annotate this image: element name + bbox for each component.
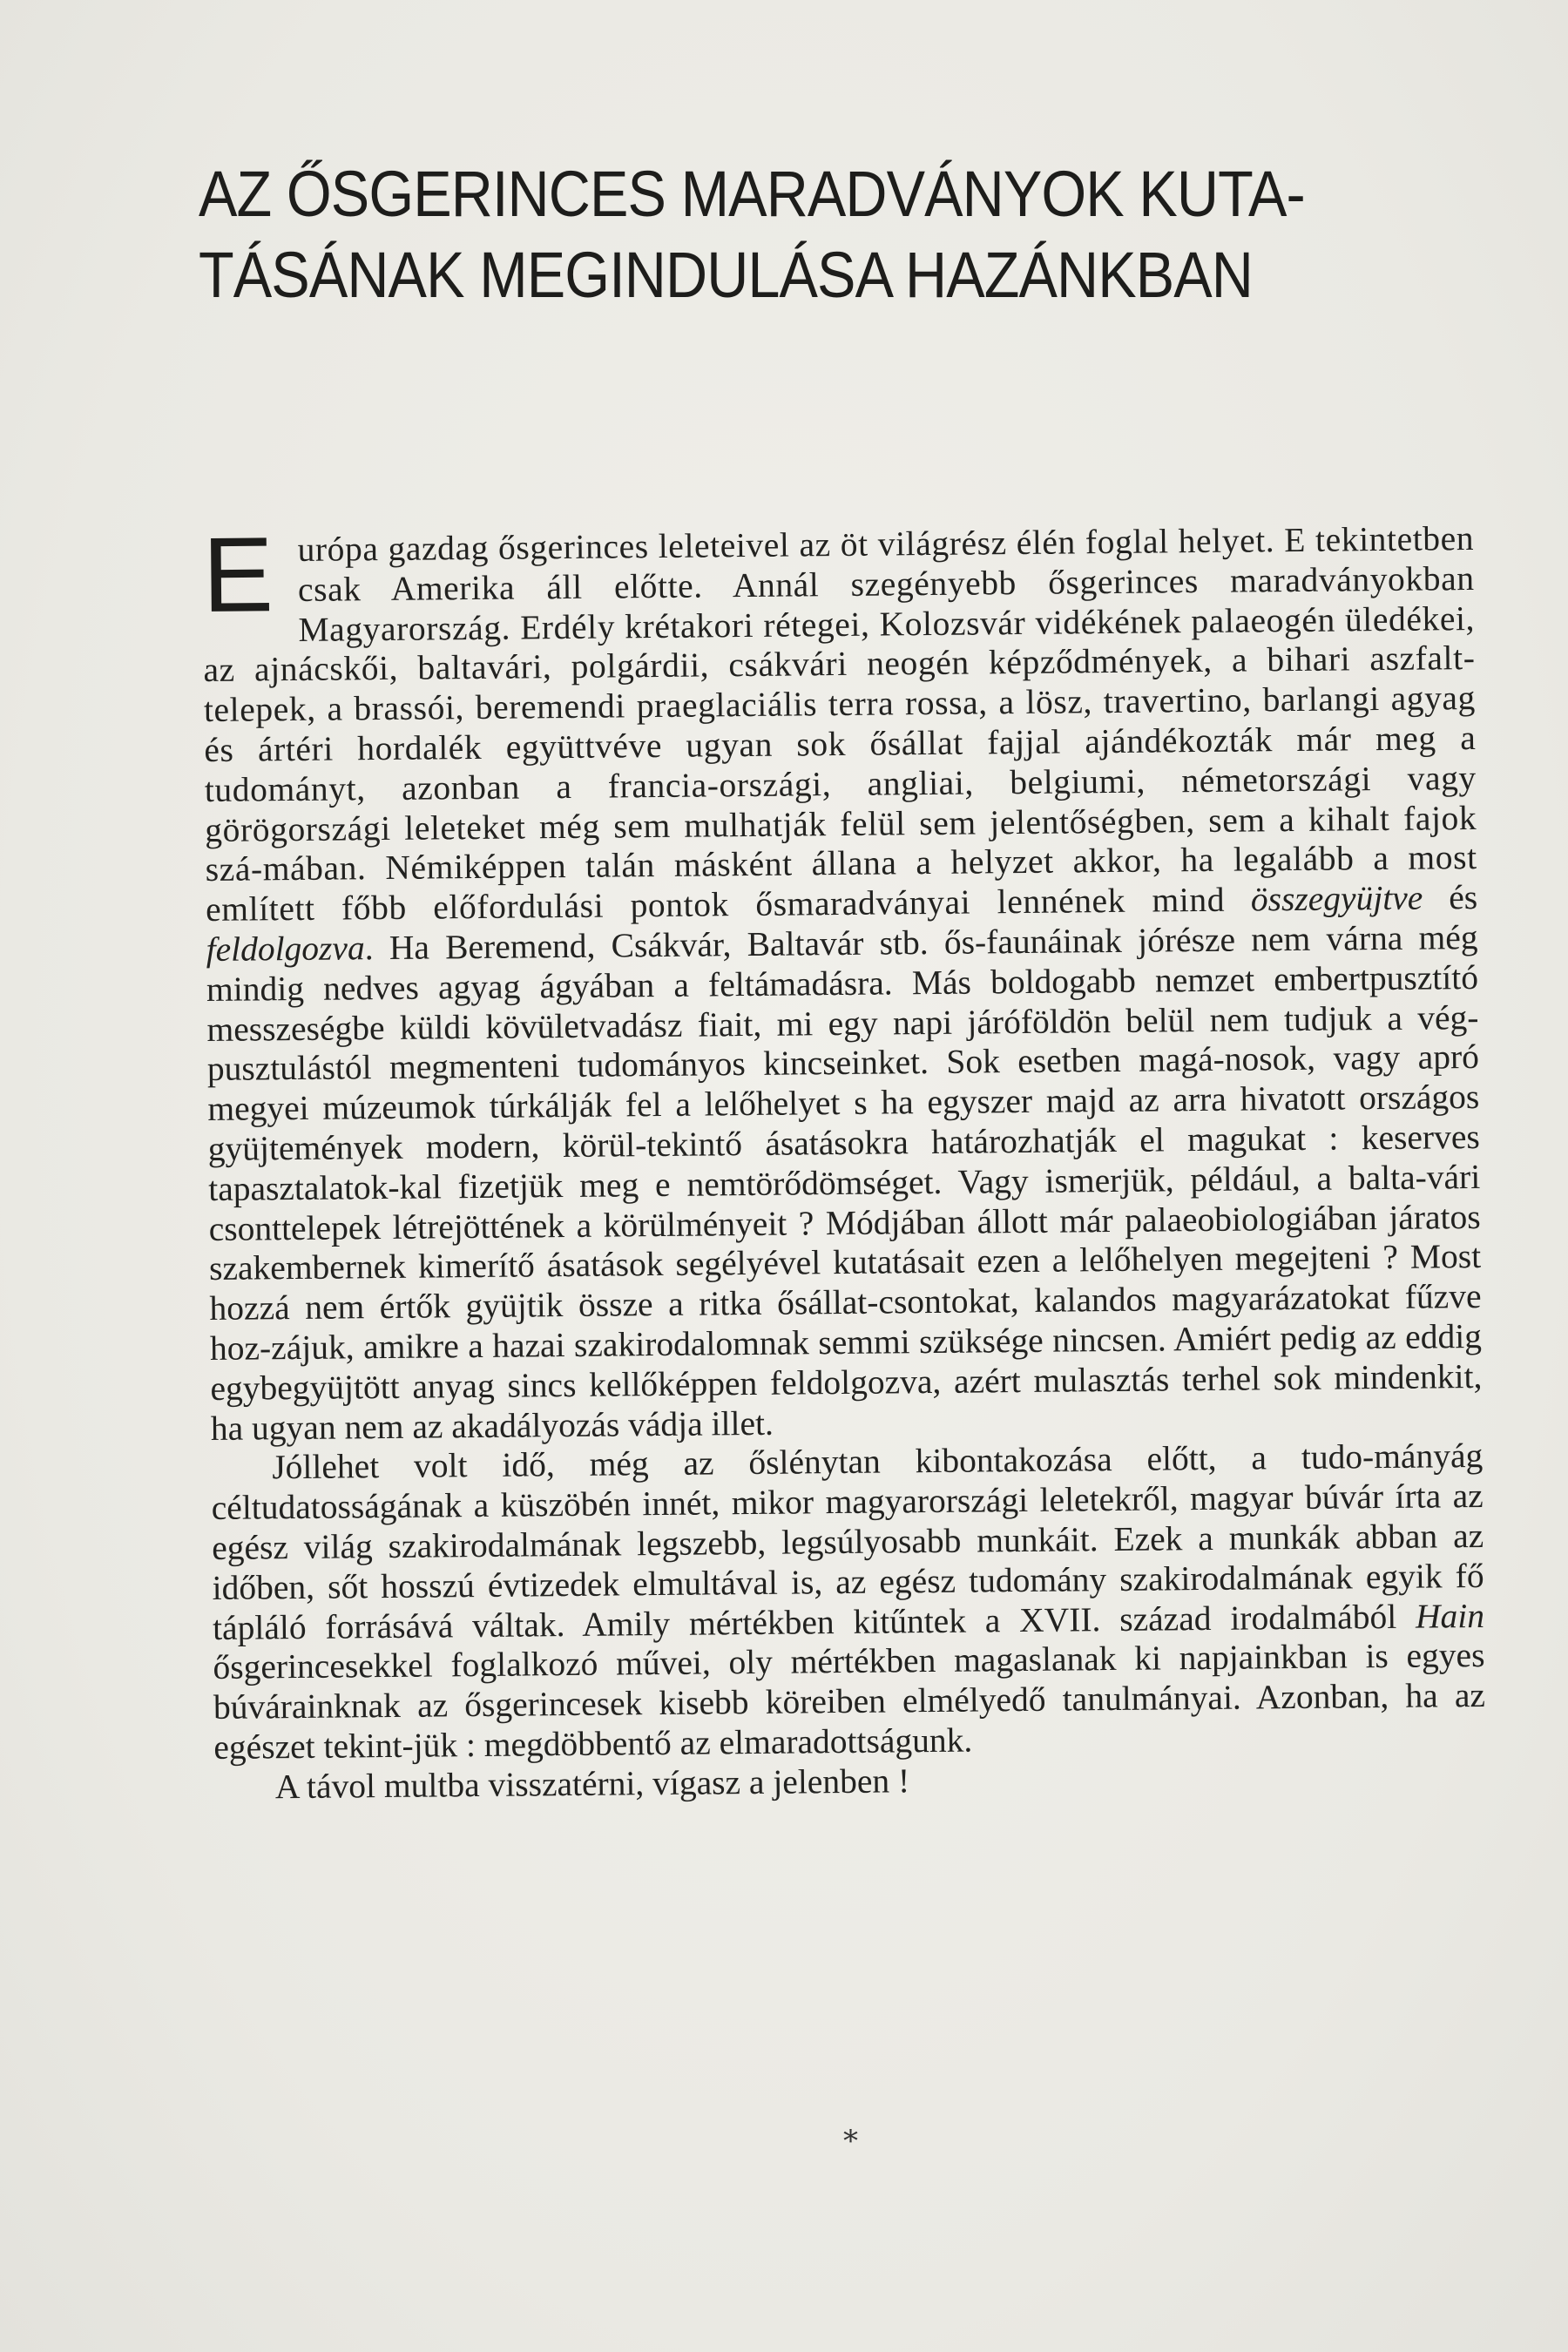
paragraph-2 [211,1436,1485,1767]
drop-cap: E [201,515,274,634]
paragraph-2-start: Jóllehet volt idő, még az őslénytan kibontakozása előtt, a tudo-mányág céltudatosságának a küszöbén innét, mikor magyarországi leletekről, magyar búvár írta az egész világ szakirodalmának legszebb, legsúlyosabb munkáit. Ezek a munkák abban az időben, sőt hosszú évtizedek elmultával is, az egész tudomány szakirodalmának egyik fő tápláló forrásává váltak. Amily mértékben kitűntek a XVII. század irodalmából [211,1436,1484,1647]
section-asterisk: * [843,2124,858,2159]
title-line-2: TÁSÁNAK MEGINDULÁSA HAZÁNKBAN [199,239,1254,311]
paragraph-3: A távol multba visszatérni, vígasz a jelenben ! [274,1761,910,1806]
paragraph-1-and: és [1448,878,1478,917]
italic-name-hain: Hain [1415,1596,1485,1636]
paragraph-1-rest: . Ha Beremend, Csákvár, Baltavár stb. ős-faunáinak jórésze nem várna még mindig nedves agyag ágyában a feltámadásra. Más boldogabb nemzet embertpusztító messzeségbe küldi kövületvadász fiait, mi egy napi járóföldön belül nem tudjuk a vég-pusztulástól megmenteni tudományos kincseinket. Sok esetben magá-nosok, vagy apró megyei múzeumok túrkálják fel a lelőhelyet s ha egyszer majd az arra hivatott országos gyüjtemények modern, körül-tekintő ásatásokra határozhatják el magukat : keserves tapasztalatok-kal fizetjük meg e nemtörődömséget. Vagy ismerjük, például, a balta-vári csonttelepek létrejöttének a körülményeit ? Módjában állott már palaeobiologiában járatos szakembernek kimerítő ásatások segélyével kutatásait ezen a lelőhelyen megejteni ? Most hozzá nem értők gyüjtik össze a ritka ősállat-csontokat, kalandos magyarázatokat fűzve hoz-zájuk, amikre a hazai szakirodalomnak semmi szüksége nincsen. Amiért pedig az eddig egybegyüjtött anyag sincs kellőképpen feldolgozva, azért mulasztás terhel sok mindenkit, ha ugyan nem az akadályozás vádja illet. [206,917,1483,1448]
article-title [199,153,1312,315]
paragraph-1 [201,515,1483,1449]
italic-term-feldolgozva: feldolgozva [206,929,365,969]
title-line-1: AZ ŐSGERINCES MARADVÁNYOK KUTA- [199,158,1305,230]
paragraph-1-start: urópa gazdag ősgerinces leleteivel az öt világrész élén foglal helyet. E tekintetben csak Amerika áll előtte. Annál szegényebb ősgerinces maradványokban Magyarország. Erdély krétakori rétegei, Kolozsvár vidékének palaeogén üledékei, az ajnácskői, baltavári, polgárdii, csákvári neogén képződmények, a bihari aszfalt-telepek, a brassói, beremendi praeglaciális terra rossa, a lösz, travertino, barlangi agyag és ártéri hordalék együttvéve ugyan sok ősállat fajjal ajándékozták már meg a tudományt, azonban a francia-országi, angliai, belgiumi, németországi vagy görögországi leleteket még sem mulhatják felül sem jelentőségben, sem a kihalt fajok szá-mában. Némiképpen talán másként állana a helyzet akkor, ha legalább a most említett főbb előfordulási pontok ősmaradványai lennének mind [203,518,1477,929]
article-body [201,515,1486,1808]
italic-term-osszegyujtve: összegyüjtve [1250,878,1423,919]
paragraph-2-rest: ősgerincesekkel foglalkozó művei, oly mértékben magaslanak ki napjainkban is egyes búvárainknak az ősgerincesek kisebb köreiben elmélyedő tanulmányai. Azonban, ha az egészet tekint-jük : megdöbbentő az elmaradottságunk. [213,1636,1486,1767]
